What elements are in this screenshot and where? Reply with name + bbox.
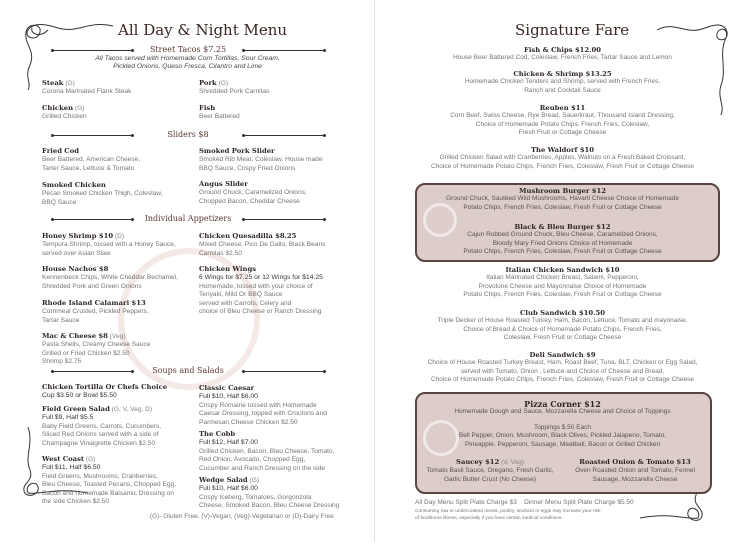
item-desc: Grilled Chicken xyxy=(42,113,87,121)
menu-item-fried-cod xyxy=(42,147,194,173)
menu-item-club-sandwich xyxy=(400,309,725,343)
item-name: Honey Shrimp $10 xyxy=(42,232,114,240)
item-desc: Cajun Rubbed Ground Chuck, Bleu Cheese, Caramelized Onions, Bloody Mary Fried Onions Choice of Homemade Potato Chips, French Fries, Coleslaw, Fresh Fruit or Cottage Cheese xyxy=(463,231,662,256)
item-price: Full $12, Half $7.00 xyxy=(199,439,258,447)
menu-item-west-coast xyxy=(42,455,194,506)
item-desc: Kennenbeck Chips, White Cheddar Bechamel, Shredded Pork and Green Onions xyxy=(42,274,178,290)
item-name: Mushroom Burger $12 xyxy=(519,187,606,195)
menu-item-wedge-salad xyxy=(199,476,349,511)
menu-item-field-green-salad xyxy=(42,405,194,448)
item-name: Chicken xyxy=(42,104,74,112)
item-desc: Grilled Chicken, Bacon, Bleu Cheese, Tomato, Red Onion, Avocado, Chopped Egg, Cucumber and Ranch Dressing on the side xyxy=(199,447,335,472)
corner-ornament-icon xyxy=(655,20,735,115)
item-name: Field Green Salad xyxy=(42,405,110,413)
item-tag: (D) xyxy=(114,233,125,240)
menu-item-italian-chicken xyxy=(400,266,725,300)
item-name: Fish xyxy=(199,104,216,112)
item-name: Reuben $11 xyxy=(539,104,586,112)
item-desc: Homemade, tossed with your choice of Teriyaki, Mild Or BBQ Sauce served with Carrots, Celery and choice of Bleu Cheese or Ranch Dressing xyxy=(199,282,322,316)
pizza-desc: Homemade Dough and Sauce, Mozzarella Cheese and Choice of Toppings xyxy=(454,408,671,416)
item-name: Fried Cod xyxy=(42,147,80,155)
item-name: Mac & Cheese $8 xyxy=(42,332,108,340)
item-name: House Nachos $8 xyxy=(42,265,109,273)
divider-line xyxy=(52,219,133,220)
item-price: Cup $3.50 or Bowl $5.50 xyxy=(42,392,117,400)
item-desc: Choice of House Roasted Turkey Breast, Ham, Roast Beef, Tuna, BLT, Chicken or Egg Salad, served with Tomato, Onion , Lettuce and Choice of Cheese and Bread, Choice of Homemade Potato Chips, French Fries, Coleslaw, Fresh Fruit or Cottage Cheese xyxy=(427,359,698,384)
item-desc: Pasta Shells, Creamy Cheese Sauce Grilled or Fried Chicken $2.50 Shrimp $2.75 xyxy=(42,341,151,366)
item-name: Chicken Tortilla Or Chefs Choice xyxy=(42,383,168,391)
item-name: Angus Slider xyxy=(199,180,248,188)
item-desc: Crispy Romaine tossed with Homemade Caesar Dressing, topped with Croutons and Parmesan Cheese Chicken $2.50 xyxy=(199,401,327,426)
item-name: The Cobb xyxy=(199,430,236,438)
menu-item-chicken-quesadilla xyxy=(199,232,339,258)
item-desc: Ground Chuck, Caramelized Onions, Chopped Bacon, Cheddar Cheese xyxy=(199,189,307,205)
menu-item-chicken-tortilla xyxy=(42,383,194,401)
menu-item-smoked-chicken xyxy=(42,181,194,207)
toppings-list: Bell Pepper, Onion, Mushroom, Black Olives, Pickled Jalapeno, Tomato, Pineapple, Pepperoni, Sausage, Meatball, Bacon or Grilled Chicken xyxy=(458,432,667,448)
item-tag: (G, V, Veg, D) xyxy=(111,406,153,413)
item-price: Full $10, Half $6.00 xyxy=(199,485,258,493)
item-name: Pork xyxy=(199,79,217,87)
item-name: Club Sandwich $10.50 xyxy=(520,309,605,317)
menu-item-steak xyxy=(42,79,194,97)
item-name: Smoked Chicken xyxy=(42,181,106,189)
menu-item-angus-slider xyxy=(199,180,351,206)
item-name: Chicken Quesadilla $8.25 xyxy=(199,232,297,240)
item-price: Full $9, Half $5.5 xyxy=(42,414,94,422)
item-desc: Grilled Chicken Salad with Cranberries, Apples, Walnuts on a Fresh Baked Croissant, Choice of Homemade Potato Chips, French Fries, Coleslaw, Fresh Fruit or Cottage Cheese xyxy=(430,154,694,170)
item-name: Wedge Salad xyxy=(199,476,248,484)
item-name: Italian Chicken Sandwich $10 xyxy=(505,266,620,274)
item-price: 6 Wings for $7.25 or 12 Wings for $14.25 xyxy=(199,274,323,282)
menu-item-reuben xyxy=(400,104,725,138)
menu-item-calamari xyxy=(42,299,194,325)
food-safety-warning: Consuming raw or undercooked meats, poultry, seafood or eggs may increase your risk of foodborne illness, especially if you have certain medical conditions. xyxy=(415,509,601,521)
menu-item-pork xyxy=(199,79,351,97)
item-desc: Italian Marinated Chicken Breast, Salami, Pepperoni, Provolone Cheese and Mayonnaise Choice of Homemade Potato Chips, French Fries, Coleslaw, Fresh Fruit or Cottage Cheese xyxy=(463,274,662,299)
menu-item-house-nachos xyxy=(42,265,194,291)
item-desc: Corn Beef, Swiss Cheese, Rye Bread, Sauerkraut, Thousand Island Dressing, Choice of Homemade Potato Chips, French Fries, Coleslaw, Fresh Fruit or Cottage Cheese xyxy=(450,112,675,137)
item-desc: Tempura Shrimp, tossed with a Honey Sauce, served over Asian Slaw xyxy=(42,241,176,257)
item-tag: (G) xyxy=(218,80,229,87)
item-name: Black & Bleu Burger $12 xyxy=(514,223,611,231)
menu-item-fish-chips xyxy=(400,46,725,63)
section-header-soups-salads: Soups and Salads xyxy=(152,366,224,375)
divider-line xyxy=(243,135,325,136)
item-name: Roasted Onion & Tomato $13 xyxy=(579,458,691,466)
item-desc: Ground Chuck, Sautéed Wild Mushrooms, Havarti Cheese Choice of Homemade Potato Chips, French Fries, Coleslaw, Fresh Fruit or Cottage Cheese xyxy=(445,195,680,211)
item-desc: Field Greens, Mushrooms, Cranberries, Bleu Cheese, Toasted Pecans, Chopped Egg, Bacon and homemade Balsamic Dressing on the side Chicken $2.50 xyxy=(42,472,177,506)
item-tag: (Veg) xyxy=(109,333,126,340)
item-name: Chicken Wings xyxy=(199,265,257,273)
menu-item-deli-sandwich xyxy=(400,351,725,385)
item-tag: (G) xyxy=(74,105,85,112)
item-tag: (G) xyxy=(65,80,75,87)
divider-line xyxy=(243,50,325,51)
item-desc: Pecan Smoked Chicken Thigh, Coleslaw, BBQ Sauce xyxy=(42,190,163,206)
section-header-sliders: Sliders $8 xyxy=(167,130,209,139)
item-tag: (V, Veg) xyxy=(501,459,524,466)
menu-item-mushroom-burger xyxy=(400,187,725,212)
item-tag: (G) xyxy=(249,477,260,484)
dietary-legend: (G)- Gluten Free, (V)-Vegan, (Veg)-Vegetarian or (D)-Dairy Free xyxy=(150,513,334,520)
divider-line xyxy=(52,135,133,136)
menu-item-honey-shrimp xyxy=(42,232,194,258)
item-desc: Mixed Cheese, Pico De Gallo, Black Beans Carnitas $2.50 xyxy=(199,241,326,257)
menu-item-fish xyxy=(199,104,351,122)
item-name: Classic Caesar xyxy=(199,384,255,392)
item-name: Saucey $12 xyxy=(456,458,500,466)
pizza-corner xyxy=(400,400,725,449)
item-desc: Corona Marinated Flank Steak xyxy=(42,88,132,96)
menu-item-smoked-pork-slider xyxy=(199,147,334,173)
pizza-saucey xyxy=(420,458,560,484)
item-price: Full $11, Half $6.50 xyxy=(42,464,101,472)
pizza-name: Pizza Corner $12 xyxy=(524,399,601,409)
item-name: The Waldorf $10 xyxy=(530,146,595,154)
menu-item-the-cobb xyxy=(199,430,349,473)
divider-line xyxy=(52,371,133,372)
item-name: Chicken & Shrimp $13.25 xyxy=(513,70,612,78)
menu-item-classic-caesar xyxy=(199,384,349,427)
pizza-roasted-onion-tomato xyxy=(565,458,705,484)
item-desc: Homemade Chicken Tenders and Shrimp, served with French Fries, Ranch and Cocktail Sauce xyxy=(464,78,661,94)
item-desc: Tomato Basil Sauce, Oregano, Fresh Garlic, Garlic Butter Crust (No Cheese) xyxy=(426,467,554,483)
item-name: Deli Sandwich $9 xyxy=(529,351,596,359)
section-header-appetizers: Individual Appetizers xyxy=(144,214,232,223)
menu-item-chicken-shrimp xyxy=(400,70,725,95)
menu-item-waldorf xyxy=(400,146,725,171)
right-menu-title: Signature Fare xyxy=(515,21,630,39)
page-fold xyxy=(374,0,375,542)
menu-item-chicken-wings xyxy=(199,265,339,316)
item-tag: (G) xyxy=(85,456,96,463)
tacos-note: All Tacos served with Homemade Corn Tortillas, Sour Cream, Pickled Onions, Queso Fresca, Cilantro and Lime xyxy=(95,55,280,71)
item-desc: Beer Battered xyxy=(199,113,240,121)
item-name: Smoked Pork Slider xyxy=(199,147,275,155)
item-desc: Smoked Rib Meat, Coleslaw, House made BBQ Sauce, Crispy Fried Onions xyxy=(199,156,323,172)
toppings-title: Toppings $.50 Each xyxy=(533,423,592,431)
menu-item-black-bleu-burger xyxy=(400,223,725,257)
item-desc: House Beer Battered Cod, Coleslaw, French Fries, Tartar Sauce and Lemon xyxy=(453,54,672,62)
item-desc: Beer Battered, American Cheese, Tarter Sauce, Lettuce & Tomato xyxy=(42,156,141,172)
divider-line xyxy=(243,371,325,372)
split-plate-charge: All Day Menu Split Plate Charge $3 Dinner Menu Split Plate Charge $5.50 xyxy=(415,499,634,506)
menu-item-chicken xyxy=(42,104,194,122)
item-desc: Crispy Iceberg, Tomatoes, Gorgonzola Cheese, Smoked Bacon, Bleu Cheese Dressing xyxy=(199,493,340,510)
item-desc: Cornmeal Crusted, Pickled Peppers, Tartar Sauce xyxy=(42,308,149,324)
divider-line xyxy=(243,219,325,220)
item-desc: Baby Field Greens, Carrots, Cucumbers, Sliced Red Onions served with a side of Champagne Vinaigrette Chicken $2.50 xyxy=(42,422,162,447)
item-desc: Oven Roasted Onion and Tomato, Fennel Sausage, Mozzarella Cheese xyxy=(575,467,695,483)
section-header-street-tacos: Street Tacos $7.25 xyxy=(149,45,227,54)
item-price: Full $10, Half $6.00 xyxy=(199,393,258,401)
item-desc: Shredded Pork Carnitas xyxy=(199,88,270,96)
divider-line xyxy=(52,50,133,51)
item-name: Rhode Island Calamari $13 xyxy=(42,299,146,307)
item-name: Steak xyxy=(42,79,64,87)
menu-item-mac-cheese xyxy=(42,332,194,367)
item-name: Fish & Chips $12.00 xyxy=(524,46,601,54)
item-desc: Triple Decker of House Roasted Turkey, Ham, Bacon, Lettuce, Tomato and mayonaise, Choice of Bread & Choice of Homemade Potato Chips, French Fries, Coleslaw, Fresh Fruit or Cottage Cheese xyxy=(437,317,688,342)
item-name: West Coast xyxy=(42,455,85,463)
left-menu-title: All Day & Night Menu xyxy=(118,21,288,39)
